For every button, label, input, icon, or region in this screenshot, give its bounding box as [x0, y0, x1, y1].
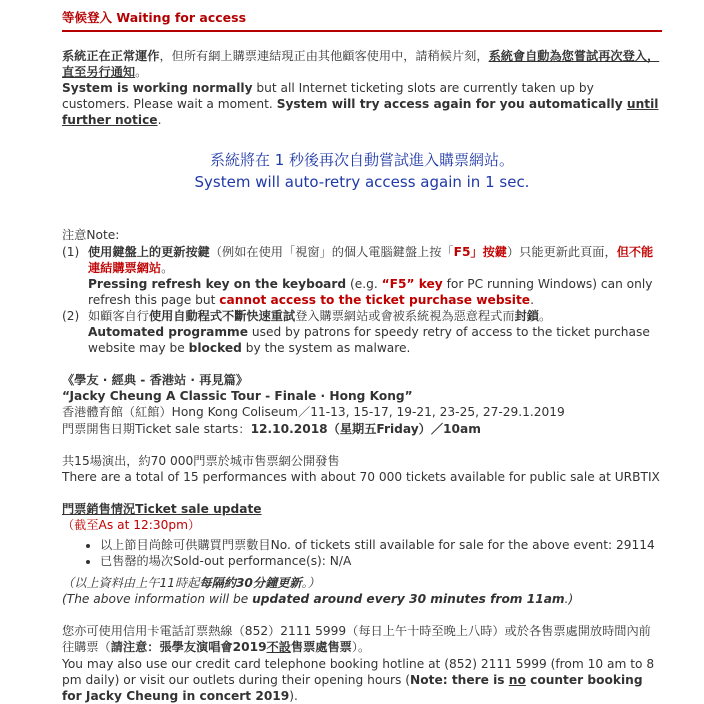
hotline-zh-b: 請注意：張學友演唱會2019 — [110, 640, 267, 655]
retry-countdown — [62, 150, 662, 194]
note1-zh-bold: 使用鍵盤上的更新按鍵 — [88, 244, 210, 259]
update-frequency-en — [62, 591, 662, 607]
note2-en-bold-2: blocked — [188, 341, 242, 356]
update-note-en-a: (The above information will be — [62, 592, 253, 607]
retry-countdown-zh: 系統將在 1 秒後再次自動嘗試進入購票網站。 — [209, 150, 515, 169]
status-zh-bold-2: 系統會自動為您嘗試再次登入，直至另行通知 — [62, 48, 660, 79]
note2-zh-bold-2: 封鎖 — [514, 308, 539, 323]
note1-en-text-2: for PC running Windows) can only refresh this page but — [88, 276, 653, 307]
note2-en-bold: Automated programme — [88, 325, 249, 340]
event-title-zh: 《學友 · 經典 - 香港站 · 再見篇》 — [62, 373, 249, 388]
sale-update-time: （截至As at 12:30pm） — [62, 517, 201, 532]
status-zh-text: ，但所有網上購票連結現正由其他顧客使用中，請稍候片刻， — [159, 48, 489, 63]
notes-heading: 注意Note: — [62, 228, 120, 243]
hotline-en-d: counter booking for Jacky Cheung in concert 2019 — [62, 672, 643, 703]
note1-en-key: “F5” key — [381, 276, 443, 291]
update-note-zh-a: （以上資料由上午11時起 — [62, 576, 200, 591]
hotline-zh-e: ）。 — [351, 640, 371, 655]
update-note-zh-c: 。） — [301, 576, 320, 591]
status-en-bold-2: System will try access again for you automatically — [276, 96, 627, 111]
note-number-2: (2) — [62, 308, 80, 323]
sale-update — [62, 501, 662, 608]
note-number-1: (1) — [62, 244, 80, 259]
note1-zh-text: （例如在使用「視窗」的個人電腦鍵盤上按「 — [209, 244, 454, 259]
event-info — [62, 372, 662, 436]
hotline-zh-d: 售票處售票 — [290, 640, 352, 655]
hotline-en-b: Note: there is — [410, 672, 509, 687]
note1-zh-warning: 但不能連結購票網站 — [88, 244, 654, 275]
event-venue: 香港體育館（紅館）Hong Kong Coliseum／11-13, 15-17, 19-21, 23-25, 27-29.1.2019 — [62, 405, 565, 420]
note-item-2 — [62, 308, 662, 356]
note1-en-end: . — [530, 292, 534, 307]
list-item: • 已售罄的場次Sold-out performance(s): N/A — [100, 553, 662, 569]
performance-info — [62, 453, 662, 485]
note2-zh-text-2: 登入購票網站或會被系統視為惡意程式而 — [295, 308, 515, 323]
note1-zh-key: F5」按鍵 — [453, 244, 507, 259]
status-en-end: . — [157, 112, 162, 127]
sale-update-list — [62, 537, 662, 569]
page-title: 等候登入 Waiting for access — [62, 10, 662, 32]
update-note-en-c: .) — [564, 592, 574, 607]
update-frequency-zh — [62, 575, 662, 591]
performance-info-zh: 共15場演出，約70 000門票於城市售票網公開發售 — [62, 453, 340, 468]
note2-zh-end: 。 — [538, 308, 552, 323]
note1-zh-text-2: ）只能更新此頁面， — [507, 244, 617, 259]
sale-start-label: 門票開售日期Ticket sale starts： — [62, 421, 251, 436]
hotline-en-a: You may also use our credit card telephone booking hotline at (852) 2111 5999 (from 10 am to 8 pm daily) or visit our outlets during their opening hours ( — [62, 656, 655, 687]
note1-zh-end: 。 — [161, 260, 174, 275]
hotline-zh-a: 您亦可使用信用卡電話訂票熱線（852）2111 5999（每日上午十時至晚上八時）或於各售票處開放時間內前往購票（ — [62, 624, 651, 655]
status-en-text: but all Internet ticketing slots are currently taken up by customers. Please wait a moment. — [62, 80, 594, 111]
status-zh-bold-1: 系統正在正常運作 — [62, 48, 160, 63]
event-sale-start — [62, 421, 662, 437]
note1-en-warning: cannot access to the ticket purchase website — [219, 292, 531, 307]
note2-en-text-2: by the system as malware. — [241, 341, 411, 356]
hotline-zh — [62, 623, 662, 655]
status-zh-end: 。 — [135, 64, 148, 79]
hotline-zh-c: 不設 — [266, 640, 291, 655]
status-en-bold-3: until further notice — [62, 96, 659, 127]
hotline-en-e: ). — [289, 688, 298, 703]
performance-info-en: There are a total of 15 performances with about 70 000 tickets available for public sale at URBTIX — [62, 469, 660, 484]
note2-zh-bold: 使用自動程式不斷快速重試 — [148, 308, 296, 323]
update-note-zh-b: 每隔約30分鐘更新 — [199, 576, 302, 591]
retry-countdown-en: System will auto-retry access again in 1 sec. — [194, 172, 530, 191]
sale-update-heading: 門票銷售情況Ticket sale update — [62, 501, 262, 516]
status-message — [62, 48, 662, 128]
note2-zh-text: 如顧客自行 — [88, 308, 149, 323]
sale-start-value: 12.10.2018（星期五Friday）／10am — [250, 421, 481, 436]
waiting-page — [62, 10, 662, 704]
list-item: • 以上節目尚餘可供購買門票數目No. of tickets still available for sale for the above event: 29114 — [100, 537, 662, 553]
hotline-info — [62, 623, 662, 703]
note2-en-text: used by patrons for speedy retry of access to the ticket purchase website may be — [88, 325, 650, 356]
note-item-1 — [62, 244, 662, 308]
hotline-en-c: no — [508, 672, 526, 687]
status-en-bold-1: System is working normally — [62, 80, 253, 95]
event-title-en: “Jacky Cheung A Classic Tour - Finale · Hong Kong” — [62, 389, 413, 404]
note1-en-bold: Pressing refresh key on the keyboard — [88, 276, 347, 291]
note1-en-text: (e.g. — [346, 276, 382, 291]
hotline-en — [62, 656, 662, 704]
update-note-en-b: updated around every 30 minutes from 11am — [252, 592, 565, 607]
